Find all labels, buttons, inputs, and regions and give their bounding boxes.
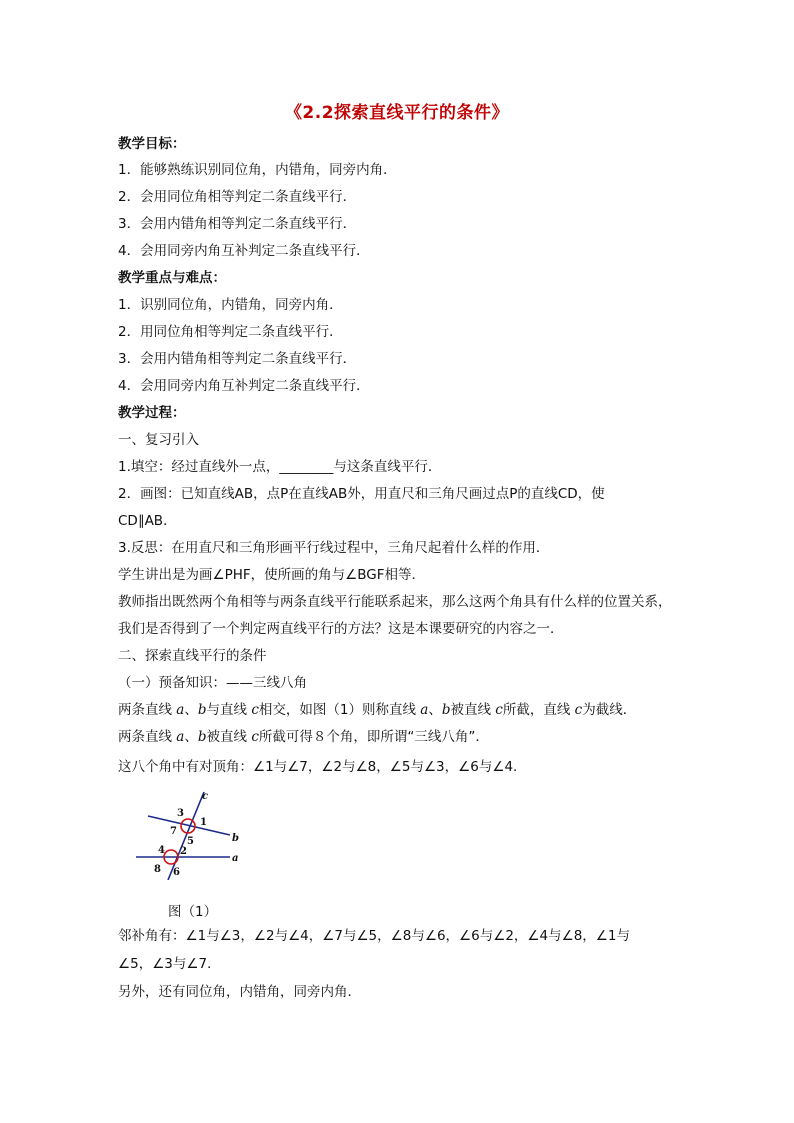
figure-caption: 图（1） [168,904,218,920]
line-label-a: a [232,853,239,864]
other-angles: 另外，还有同位角，内错角，同旁内角． [118,984,361,1000]
angle-label-8: 8 [154,864,161,875]
key-point-item: 4．会用同旁内角互补判定二条直线平行． [118,378,370,394]
line-label-c: c [202,791,209,802]
teacher-note-cont: 我们是否得到了一个判定两直线平行的方法？这是本课要研究的内容之一． [118,621,564,637]
section-review: 一、复习引入 [118,432,199,448]
section-explore: 二、探索直线平行的条件 [118,648,267,664]
key-point-item: 3．会用内错角相等判定二条直线平行． [118,351,357,367]
angle-label-1: 1 [200,817,207,828]
document-title: 《2.2探索直线平行的条件》 [284,103,510,123]
paragraph-three-lines: 两条直线 a、b与直线 c相交，如图（1）则称直线 a、b被直线 c所截，直线 c为截线． [118,702,637,718]
angle-label-7: 7 [170,826,177,837]
angle-label-3: 3 [177,808,184,819]
three-lines-eight-angles-figure [132,788,242,880]
question-reflection: 3.反思：在用直尺和三角形画平行线过程中，三角尺起着什么样的作用． [118,540,550,556]
adjacent-angles-cont: ∠5，∠3与∠7． [118,956,221,972]
objective-item: 2．会用同位角相等判定二条直线平行． [118,189,357,205]
angle-label-6: 6 [173,867,180,878]
key-points-heading: 教学重点与难点： [118,270,226,286]
paragraph-eight-angles: 两条直线 a、b被直线 c所截可得８个角，即所谓“三线八角”． [118,729,489,745]
objective-item: 3．会用内错角相等判定二条直线平行． [118,216,357,232]
objectives-heading: 教学目标： [118,136,186,152]
objective-item: 1．能够熟练识别同位角，内错角，同旁内角． [118,162,397,178]
line-label-b: b [232,833,239,844]
process-heading: 教学过程： [118,405,186,421]
subsection-prelim: （一）预备知识：——三线八角 [118,675,307,691]
vertical-angles: 这八个角中有对顶角：∠1与∠7，∠2与∠8，∠5与∠3，∠6与∠4． [118,759,527,775]
teacher-note: 教师指出既然两个角相等与两条直线平行能联系起来，那么这两个角具有什么样的位置关系， [118,594,672,610]
question-drawing-cont: CD∥AB． [118,513,177,529]
question-fill-blank: 1.填空：经过直线外一点，________与这条直线平行． [118,459,442,475]
key-point-item: 2．用同位角相等判定二条直线平行． [118,324,343,340]
angle-label-2: 2 [180,846,187,857]
student-response: 学生讲出是为画∠PHF，使所画的角与∠BGF相等． [118,567,426,583]
objective-item: 4．会用同旁内角互补判定二条直线平行． [118,243,370,259]
angle-label-4: 4 [158,845,165,856]
key-point-item: 1．识别同位角，内错角，同旁内角． [118,297,343,313]
adjacent-angles: 邻补角有：∠1与∠3，∠2与∠4，∠7与∠5，∠8与∠6，∠6与∠2，∠4与∠8，∠1与 [118,928,630,944]
question-drawing: 2．画图：已知直线AB，点P在直线AB外，用直尺和三角尺画过点P的直线CD，使 [118,486,605,502]
angle-label-5: 5 [187,836,194,847]
